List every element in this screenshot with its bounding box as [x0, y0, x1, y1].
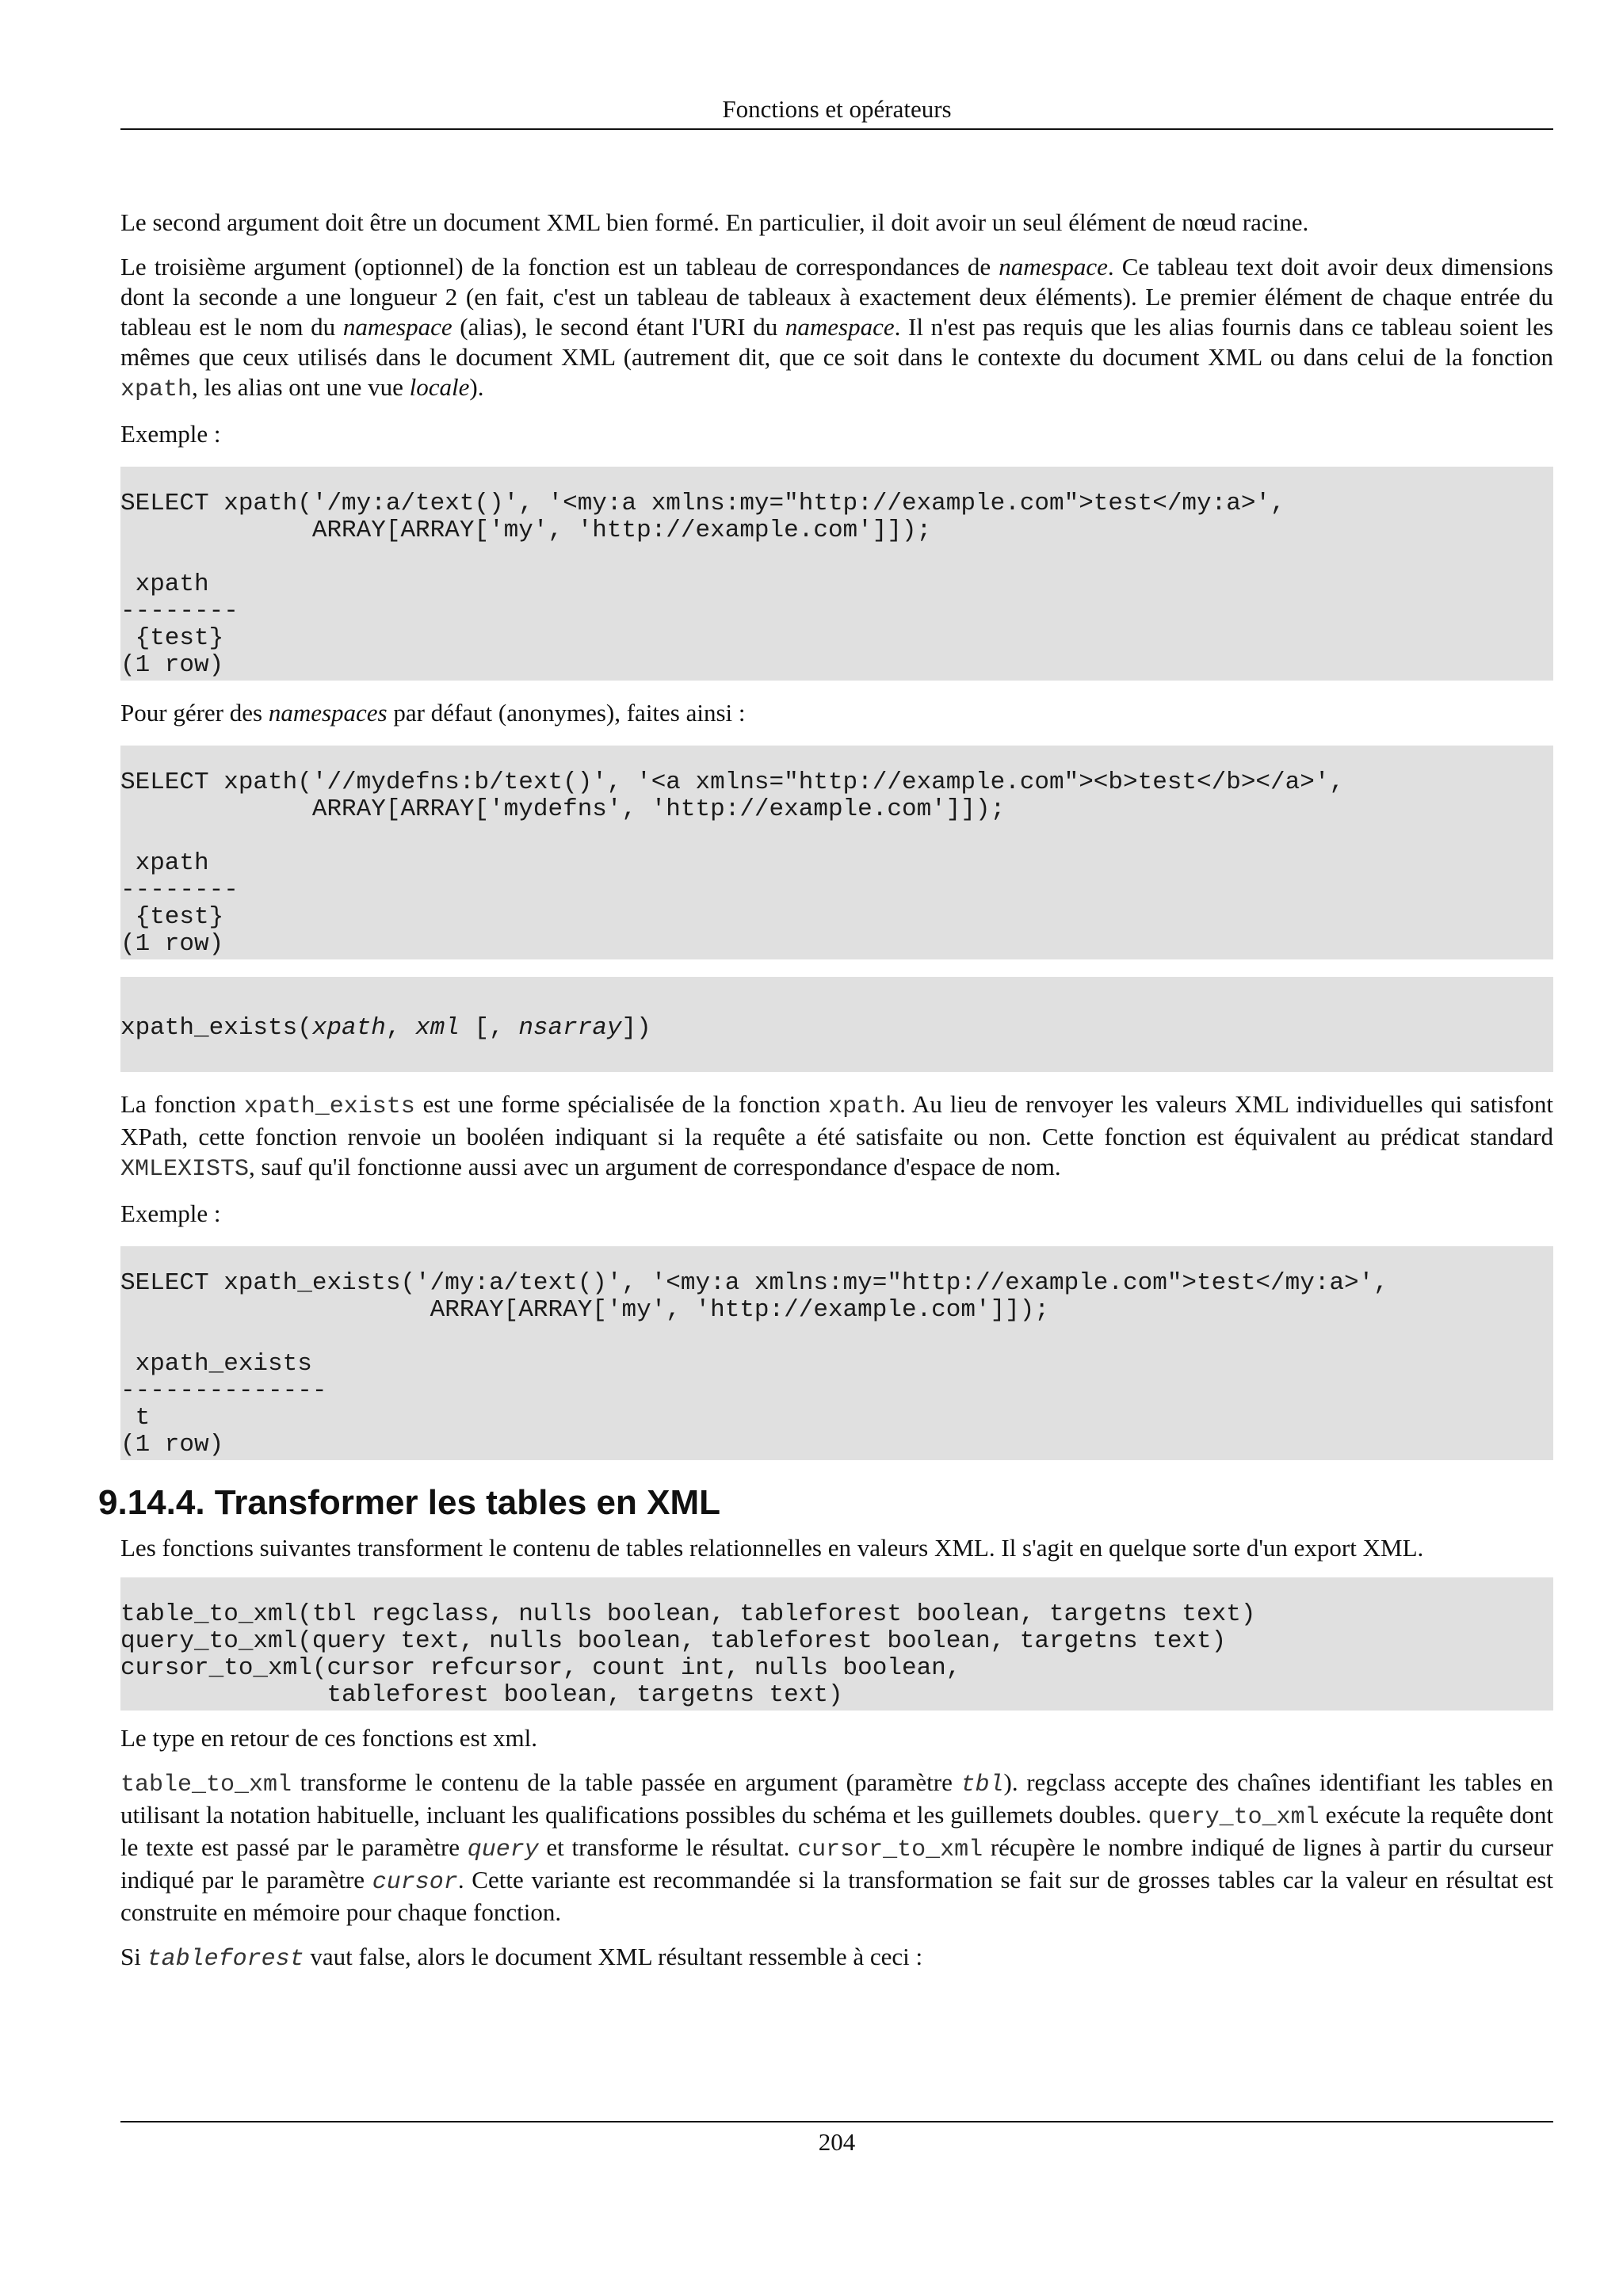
- text: (alias), le second étant l'URI du: [452, 313, 785, 341]
- inline-code: xpath: [828, 1093, 900, 1120]
- example-label: Exemple :: [120, 420, 221, 448]
- running-header: Fonctions et opérateurs: [722, 95, 952, 123]
- example-label: Exemple :: [120, 1199, 221, 1227]
- inline-code: xpath: [120, 376, 193, 403]
- text: . Cette variante est recommandée si la transformation se fait sur de grosses tables car la valeur en résultat est construite en mémoire pour chaque fonction.: [120, 1866, 1553, 1926]
- text: exécute la requête dont le texte est passé par le paramètre: [120, 1801, 1553, 1861]
- text: transforme le contenu de la table passée en argument (paramètre: [292, 1768, 961, 1796]
- code-example-xpath: [120, 467, 1553, 681]
- code-line: [120, 823, 1553, 850]
- code-line: tableforest boolean, targetns text): [120, 1681, 843, 1709]
- parameter: cursor: [372, 1869, 458, 1896]
- text: . Il n'est pas requis que les alias fournis dans ce tableau soient les mêmes que ceux utilisés dans le document XML (autrement dit, que ce soit dans le contexte du document XML ou dans celui de la fonction: [120, 313, 1553, 371]
- paragraph-tableforest: [120, 1942, 1553, 1974]
- text: . Au lieu de renvoyer les valeurs XML individuelles qui satisfont XPath, cette fonction renvoie un booléen indiquant si la requête a été satisfaite ou non. Cette fonction est équivalent au prédicat standard: [120, 1090, 1553, 1150]
- code-line: SELECT xpath_exists('/my:a/text()', '<my:a xmlns:my="http://example.com">test</my:a>',: [120, 1269, 1388, 1297]
- paragraph-return-type: Le type en retour de ces fonctions est xml.: [120, 1724, 537, 1752]
- code-line: (1 row): [120, 651, 224, 679]
- text: Le troisième argument (optionnel) de la fonction est un tableau de correspondances de: [120, 253, 999, 280]
- code-line: SELECT xpath('/my:a/text()', '<my:a xmlns:my="http://example.com">test</my:a>',: [120, 490, 1285, 517]
- page-content: [98, 208, 1554, 1989]
- separator: ]): [621, 1014, 651, 1042]
- text: La fonction: [120, 1090, 244, 1118]
- text: Si: [120, 1943, 147, 1970]
- arg: xml: [415, 1014, 460, 1042]
- paragraph-xpath-exists: [120, 1089, 1553, 1184]
- text: vaut false, alors le document XML résultant ressemble à ceci :: [304, 1943, 923, 1970]
- paragraph-default-namespaces: [120, 698, 1553, 728]
- code-example-default-ns: [120, 746, 1553, 959]
- code-line: [120, 1324, 1553, 1351]
- text: récupère le nombre indiqué de lignes à partir du curseur indiqué par le paramètre: [120, 1833, 1553, 1894]
- paragraph-second-argument: Le second argument doit être un document XML bien formé. En particulier, il doit avoir un seul élément de nœud racine.: [120, 208, 1309, 236]
- text: , sauf qu'il fonctionne aussi avec un argument de correspondance d'espace de nom.: [249, 1153, 1061, 1180]
- text: ).: [469, 373, 484, 401]
- separator: [,: [459, 1014, 519, 1042]
- arg: nsarray: [518, 1014, 622, 1042]
- emphasis: namespace: [999, 253, 1108, 280]
- signature-line: [120, 1015, 1553, 1042]
- paragraph-table-to-xml: [120, 1768, 1553, 1928]
- code-line: xpath: [120, 570, 209, 598]
- code-line: --------------: [120, 1377, 327, 1405]
- code-line: cursor_to_xml(cursor refcursor, count int, nulls boolean,: [120, 1654, 961, 1682]
- emphasis: namespace: [342, 313, 453, 341]
- footer-rule: [120, 2121, 1553, 2122]
- text: Pour gérer des: [120, 699, 269, 727]
- section-heading: 9.14.4. Transformer les tables en XML: [98, 1483, 720, 1522]
- inline-code: cursor_to_xml: [797, 1836, 983, 1863]
- inline-code: XMLEXISTS: [120, 1156, 250, 1183]
- fn-name: xpath_exists(: [120, 1014, 312, 1042]
- inline-code: table_to_xml: [120, 1772, 292, 1798]
- separator: ,: [385, 1014, 416, 1042]
- code-line: (1 row): [120, 930, 224, 958]
- emphasis: namespaces: [268, 699, 388, 727]
- code-line: ARRAY[ARRAY['my', 'http://example.com']]);: [120, 1296, 1049, 1324]
- text: ). regclass accepte des chaînes identifiant les tables en utilisant la notation habituelle, incluant les qualifications possibles du schéma et les guillemets doubles.: [120, 1768, 1554, 1829]
- emphasis: locale: [409, 373, 470, 401]
- code-line: {test}: [120, 624, 224, 652]
- paragraph-third-argument: [120, 252, 1553, 405]
- paragraph-table-functions-intro: Les fonctions suivantes transforment le contenu de tables relationnelles en valeurs XML. Il s'agit en quelque sorte d'un export XML.: [120, 1534, 1424, 1562]
- inline-code: query_to_xml: [1148, 1804, 1319, 1831]
- header-rule: [120, 128, 1553, 130]
- function-signature-xpath-exists: [120, 977, 1553, 1072]
- code-line: --------: [120, 597, 239, 625]
- parameter: query: [467, 1836, 539, 1863]
- code-line: table_to_xml(tbl regclass, nulls boolean, tableforest boolean, targetns text): [120, 1600, 1256, 1628]
- code-line: ARRAY[ARRAY['mydefns', 'http://example.com']]);: [120, 795, 1006, 823]
- page-number: 204: [818, 2128, 856, 2156]
- arg: xpath: [311, 1014, 386, 1042]
- code-line: xpath: [120, 849, 209, 877]
- code-example-xpath-exists: [120, 1246, 1553, 1460]
- text: est une forme spécialisée de la fonction: [414, 1090, 829, 1118]
- parameter: tbl: [960, 1772, 1004, 1798]
- code-line: SELECT xpath('//mydefns:b/text()', '<a xmlns="http://example.com"><b>test</b></a>',: [120, 769, 1345, 796]
- emphasis: namespace: [785, 313, 895, 341]
- code-line: {test}: [120, 903, 224, 931]
- code-line: (1 row): [120, 1431, 224, 1459]
- code-line: [120, 544, 1553, 571]
- code-line: t: [120, 1404, 151, 1432]
- code-line: query_to_xml(query text, nulls boolean, tableforest boolean, targetns text): [120, 1627, 1227, 1655]
- text: . Ce tableau text doit avoir deux dimensions dont la seconde a une longueur 2 (en fait, c'est un tableau de tableaux à exactement deux éléments). Le premier élément de chaque entrée du tableau est le nom du: [120, 253, 1553, 341]
- text: et transforme le résultat.: [538, 1833, 798, 1861]
- text: par défaut (anonymes), faites ainsi :: [387, 699, 746, 727]
- code-line: xpath_exists: [120, 1350, 312, 1378]
- code-line: --------: [120, 876, 239, 904]
- inline-code: xpath_exists: [243, 1093, 415, 1120]
- parameter: tableforest: [147, 1946, 304, 1973]
- text: , les alias ont une vue: [192, 373, 410, 401]
- code-line: ARRAY[ARRAY['my', 'http://example.com']]);: [120, 517, 932, 544]
- code-function-signatures: [120, 1577, 1553, 1711]
